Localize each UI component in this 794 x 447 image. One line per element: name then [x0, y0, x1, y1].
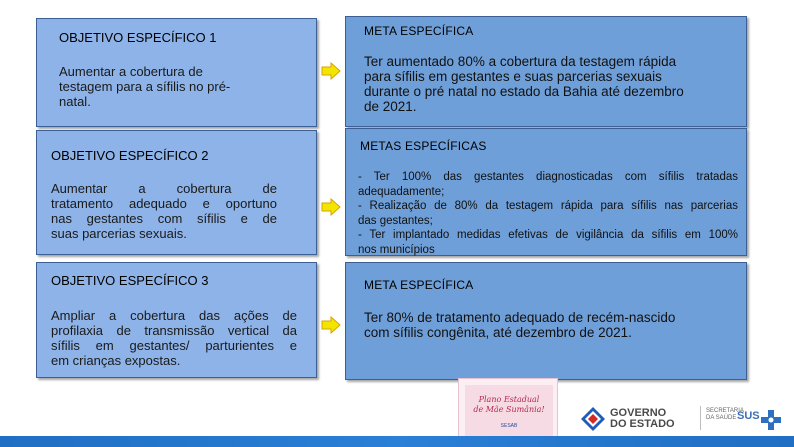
meta-box-1 [345, 16, 747, 127]
objective-box-2 [36, 130, 317, 255]
objective-text-3 [51, 308, 297, 368]
objective-2-line-1: Aumentar a cobertura de [51, 181, 277, 196]
right-arrow-icon [321, 198, 341, 216]
objective-3-line-2: profilaxia de transmissão vertical da [51, 323, 297, 338]
meta-box-2 [345, 128, 747, 256]
meta-3-line-2: com sífilis congênita, até dezembro de 2021. [364, 325, 632, 340]
meta-2-line-4: das gestantes; [358, 214, 433, 227]
governo-bahia-logo [580, 406, 700, 432]
objective-3-line-1: Ampliar a cobertura das ações de [51, 308, 297, 323]
poster-line-2: de Mãe Sumânia! [473, 405, 545, 414]
poster-line-1: Plano Estadual [478, 395, 540, 404]
objective-box-3 [36, 262, 317, 378]
gov-text-line-2: DO ESTADO [610, 418, 675, 430]
right-arrow-icon [321, 316, 341, 334]
meta-2-line-1: - Ter 100% das gestantes diagnosticadas com sífilis tratadas [358, 171, 738, 183]
gov-text-line-1: GOVERNO [610, 407, 667, 419]
meta-2-line-5: - Ter implantado medidas efetivas de vigilância da sífilis em 100% [358, 229, 738, 241]
meta-text-2 [358, 170, 738, 257]
objective-3-line-3: sífilis em gestantes/ parturientes e [51, 338, 297, 353]
poster-sub: SESAB [500, 423, 518, 429]
objective-2-line-4: suas parcerias sexuais. [51, 226, 187, 241]
objective-title-3: OBJETIVO ESPECÍFICO 3 [51, 273, 209, 288]
meta-text-3 [364, 310, 744, 340]
campaign-poster-image [458, 378, 558, 442]
meta-1-line-2: para sífilis em gestantes e suas parcerias sexuais [364, 69, 662, 84]
meta-1-line-3: durante o pré natal no estado da Bahia até dezembro [364, 84, 684, 99]
meta-1-line-4: de 2021. [364, 99, 417, 114]
meta-box-3 [345, 262, 747, 380]
objective-title-2: OBJETIVO ESPECÍFICO 2 [51, 148, 209, 163]
sus-label: SUS [737, 410, 760, 422]
right-arrow-icon [321, 62, 341, 80]
meta-1-line-1: Ter aumentado 80% a cobertura da testagem rápida [364, 54, 677, 69]
meta-text-1 [364, 54, 744, 114]
health-cross-icon [759, 408, 783, 432]
meta-2-line-3: - Realização de 80% da testagem rápida para sífilis nas parcerias [358, 200, 738, 212]
objective-box-1 [36, 18, 317, 127]
sec-line-2: DA SAÚDE [706, 415, 737, 421]
objective-2-line-3: nas gestantes com sífilis e de [51, 211, 277, 226]
meta-2-line-2: adequadamente; [358, 185, 445, 198]
meta-title-1: META ESPECÍFICA [364, 24, 474, 38]
objective-title-1: OBJETIVO ESPECÍFICO 1 [59, 30, 217, 45]
objective-1-line-2: testagem para a sífilis no pré- [59, 79, 231, 94]
objective-2-line-2: tratamento adequado e oportuno [51, 196, 277, 211]
meta-title-2: METAS ESPECÍFICAS [360, 139, 487, 153]
objective-text-2 [51, 181, 277, 241]
objective-1-line-1: Aumentar a cobertura de [59, 64, 203, 79]
objective-3-line-4: em crianças expostas. [51, 353, 181, 368]
poster-inner [465, 385, 553, 437]
bahia-flag-icon [580, 406, 606, 432]
logo-divider [700, 406, 701, 430]
meta-3-line-1: Ter 80% de tratamento adequado de recém-nascido [364, 310, 676, 325]
meta-title-3: META ESPECÍFICA [364, 278, 474, 292]
sec-line-1: SECRETARIA [706, 408, 744, 414]
meta-2-line-6: nos municípios [358, 243, 435, 256]
objective-text-1 [59, 64, 299, 109]
objective-1-line-3: natal. [59, 94, 91, 109]
footer-bar [0, 436, 794, 447]
